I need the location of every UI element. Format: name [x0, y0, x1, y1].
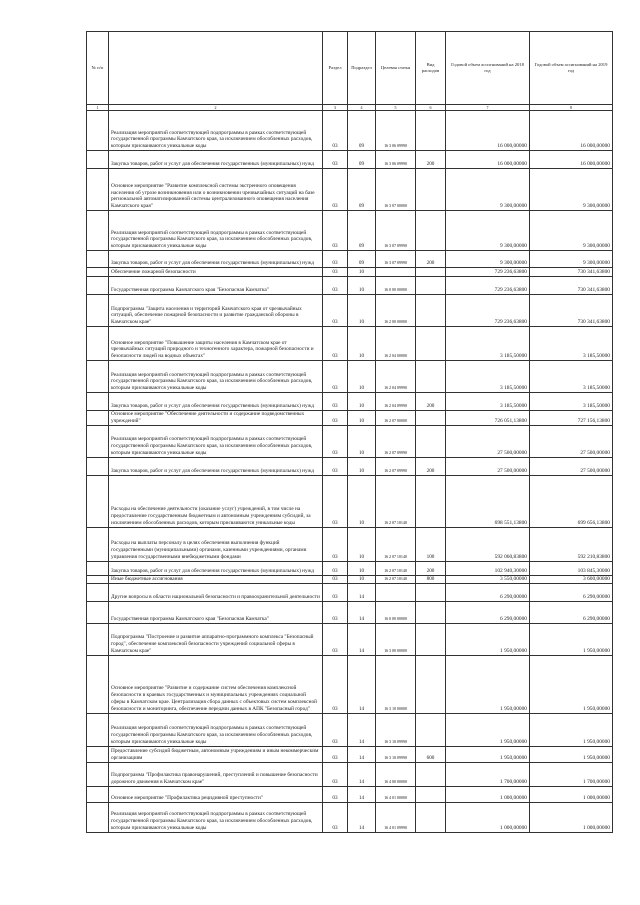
- row-number-cell: [87, 111, 109, 151]
- expense-type-cell: [416, 802, 446, 832]
- table-row: [87, 713, 613, 746]
- amount-2018-cell: 729 236,63800: [446, 268, 530, 277]
- table-row: [87, 746, 613, 762]
- podrazdel-cell: 10: [348, 268, 376, 277]
- table-row: [87, 786, 613, 802]
- row-number-cell: [87, 393, 109, 411]
- expense-name-cell: Реализация мероприятий соответствующей подпрограммы в рамках соответствующей государственной программы Камчатского края, за исключением обособленных расходов, которым присваиваются уникальные коды: [109, 713, 323, 746]
- row-number-cell: [87, 527, 109, 561]
- table-row: [87, 601, 613, 623]
- amount-2019-cell: 16 000,00000: [530, 111, 613, 151]
- column-index: 1: [87, 105, 109, 111]
- col-header-razdel: Раздел: [323, 32, 348, 105]
- amount-2019-cell: 1 700,00000: [530, 762, 613, 786]
- expense-type-cell: [416, 601, 446, 623]
- expense-name-cell: Основное мероприятие "Обеспечение деятельности и содержание подведомственных учреждений": [109, 411, 323, 426]
- row-number-cell: [87, 327, 109, 361]
- amount-2019-cell: 9 300,00000: [530, 251, 613, 268]
- table-row: [87, 111, 613, 151]
- column-index: 6: [416, 105, 446, 111]
- target-article-cell: 16 2 07 10140: [376, 575, 416, 583]
- expense-type-cell: [416, 211, 446, 251]
- amount-2019-cell: 3 600,00000: [530, 575, 613, 583]
- amount-2018-cell: 27 500,00000: [446, 425, 530, 457]
- table-row: [87, 411, 613, 426]
- target-article-cell: 16 3 00 00000: [376, 623, 416, 655]
- table-row: [87, 425, 613, 457]
- expense-type-cell: [416, 411, 446, 426]
- target-article-cell: 16 4 00 00000: [376, 762, 416, 786]
- podrazdel-cell: 10: [348, 327, 376, 361]
- podrazdel-cell: 09: [348, 151, 376, 169]
- col-header-num: № п/п: [87, 32, 109, 105]
- podrazdel-cell: 14: [348, 713, 376, 746]
- target-article-cell: 16 2 07 10140: [376, 475, 416, 527]
- target-article-cell: 16 3 07 09990: [376, 211, 416, 251]
- amount-2019-cell: 9 300,00000: [530, 211, 613, 251]
- expense-name-cell: Подпрограмма "Защита населения и территорий Камчатского края от чрезвычайных ситуаций, обеспечение пожарной безопасности и развитие гражданской обороны в Камчатском крае": [109, 295, 323, 327]
- expense-type-cell: [416, 583, 446, 601]
- budget-table: [86, 31, 613, 833]
- column-index: 5: [376, 105, 416, 111]
- razdel-cell: 03: [323, 575, 348, 583]
- razdel-cell: 03: [323, 111, 348, 151]
- target-article-cell: 16 3 06 09990: [376, 151, 416, 169]
- expense-name-cell: Подпрограмма "Построение и развитие аппаратно-программного комплекса "Безопасный город", обеспечение комплексной безопасности учреждений социальной сферы в Камчатском крае": [109, 623, 323, 655]
- row-number-cell: [87, 151, 109, 169]
- amount-2019-cell: 730 341,63800: [530, 277, 613, 295]
- amount-2018-cell: 3 550,00000: [446, 575, 530, 583]
- expense-name-cell: Реализация мероприятий соответствующей подпрограммы в рамках соответствующей государственной программы Камчатского края, за исключением обособленных расходов, которым присваиваются уникальные коды: [109, 111, 323, 151]
- razdel-cell: 03: [323, 457, 348, 475]
- column-index: 3: [323, 105, 348, 111]
- amount-2018-cell: 6 290,00000: [446, 583, 530, 601]
- podrazdel-cell: 14: [348, 762, 376, 786]
- amount-2019-cell: 1 950,00000: [530, 713, 613, 746]
- razdel-cell: 03: [323, 746, 348, 762]
- razdel-cell: 03: [323, 713, 348, 746]
- table-row: [87, 527, 613, 561]
- row-number-cell: [87, 457, 109, 475]
- expense-name-cell: Расходы на выплаты персоналу в целях обеспечения выполнения функций государственными (муниципальными) органами, казенными учреждениями, органами управления государственными внебюджетными фондами: [109, 527, 323, 561]
- expense-name-cell: Иные бюджетные ассигнования: [109, 575, 323, 583]
- razdel-cell: 03: [323, 786, 348, 802]
- expense-name-cell: Основное мероприятие "Развитие и содержание систем обеспечения комплексной безопасности в краевых государственных и муниципальных учреждениях социальной сферы в Камчатском крае. Централизация сбора данных с объектовых систем комплексной безопасности и мониторинга, обеспечение передачи данных в АПК "Безопасный город": [109, 655, 323, 713]
- razdel-cell: 03: [323, 655, 348, 713]
- expense-name-cell: Основное мероприятие "Повышение защиты населения в Камчатском крае от чрезвычайных ситуаций природного и техногенного характера, пожарной безопасности и безопасности людей на водных объектах": [109, 327, 323, 361]
- table-row: [87, 327, 613, 361]
- amount-2019-cell: 592 210,83800: [530, 527, 613, 561]
- podrazdel-cell: 14: [348, 786, 376, 802]
- table-body: [87, 111, 613, 833]
- amount-2019-cell: 1 950,00000: [530, 623, 613, 655]
- amount-2018-cell: 27 500,00000: [446, 457, 530, 475]
- target-article-cell: 16 0 00 00000: [376, 601, 416, 623]
- row-number-cell: [87, 268, 109, 277]
- target-article-cell: 16 2 07 00000: [376, 411, 416, 426]
- amount-2019-cell: 103 845,30000: [530, 561, 613, 575]
- amount-2018-cell: 3 185,50000: [446, 361, 530, 393]
- header-row: [87, 32, 613, 105]
- table-row: [87, 361, 613, 393]
- amount-2018-cell: 6 290,00000: [446, 601, 530, 623]
- podrazdel-cell: 10: [348, 425, 376, 457]
- razdel-cell: 03: [323, 277, 348, 295]
- razdel-cell: 03: [323, 361, 348, 393]
- table-row: [87, 393, 613, 411]
- col-header-podrazdel: Подраздел: [348, 32, 376, 105]
- expense-type-cell: [416, 169, 446, 211]
- col-header-name: [109, 32, 323, 105]
- amount-2019-cell: 1 000,00000: [530, 786, 613, 802]
- expense-type-cell: [416, 762, 446, 786]
- razdel-cell: 03: [323, 425, 348, 457]
- row-number-cell: [87, 561, 109, 575]
- podrazdel-cell: 10: [348, 527, 376, 561]
- amount-2019-cell: 699 656,13800: [530, 475, 613, 527]
- podrazdel-cell: 10: [348, 457, 376, 475]
- razdel-cell: 03: [323, 527, 348, 561]
- expense-name-cell: Обеспечение пожарной безопасности: [109, 268, 323, 277]
- razdel-cell: 03: [323, 169, 348, 211]
- col-header-vr: Вид расходов: [416, 32, 446, 105]
- razdel-cell: 03: [323, 475, 348, 527]
- expense-name-cell: Подпрограмма "Профилактика правонарушений, преступлений и повышение безопасности дорожного движения в Камчатском крае": [109, 762, 323, 786]
- amount-2018-cell: 16 000,00000: [446, 111, 530, 151]
- amount-2019-cell: 3 185,50000: [530, 393, 613, 411]
- table-row: [87, 151, 613, 169]
- expense-type-cell: [416, 623, 446, 655]
- podrazdel-cell: 10: [348, 361, 376, 393]
- amount-2018-cell: 1 950,00000: [446, 713, 530, 746]
- expense-name-cell: Реализация мероприятий соответствующей подпрограммы в рамках соответствующей государственной программы Камчатского края, за исключением обособленных расходов, которым присваиваются уникальные коды: [109, 361, 323, 393]
- amount-2019-cell: 1 950,00000: [530, 746, 613, 762]
- amount-2019-cell: 730 341,63800: [530, 268, 613, 277]
- row-number-cell: [87, 361, 109, 393]
- podrazdel-cell: 14: [348, 655, 376, 713]
- expense-type-cell: [416, 327, 446, 361]
- target-article-cell: 16 3 10 00000: [376, 655, 416, 713]
- expense-type-cell: [416, 713, 446, 746]
- expense-name-cell: Закупка товаров, работ и услуг для обеспечения государственных (муниципальных) нужд: [109, 251, 323, 268]
- row-number-cell: [87, 655, 109, 713]
- row-number-cell: [87, 425, 109, 457]
- podrazdel-cell: 09: [348, 211, 376, 251]
- target-article-cell: 16 2 07 09990: [376, 425, 416, 457]
- expense-name-cell: Закупка товаров, работ и услуг для обеспечения государственных (муниципальных) нужд: [109, 561, 323, 575]
- expense-type-cell: 200: [416, 393, 446, 411]
- podrazdel-cell: 10: [348, 561, 376, 575]
- amount-2018-cell: 726 051,13800: [446, 411, 530, 426]
- target-article-cell: 16 4 01 00000: [376, 786, 416, 802]
- table-row: [87, 583, 613, 601]
- amount-2018-cell: 1 950,00000: [446, 746, 530, 762]
- expense-name-cell: Реализация мероприятий соответствующей подпрограммы в рамках соответствующей государственной программы Камчатского края, за исключением обособленных расходов, которым присваиваются уникальные коды: [109, 211, 323, 251]
- row-number-cell: [87, 211, 109, 251]
- podrazdel-cell: 10: [348, 295, 376, 327]
- expense-type-cell: 200: [416, 561, 446, 575]
- column-index: 2: [109, 105, 323, 111]
- expense-type-cell: [416, 111, 446, 151]
- row-number-cell: [87, 786, 109, 802]
- razdel-cell: 03: [323, 762, 348, 786]
- expense-name-cell: Предоставление субсидий бюджетным, автономным учреждениям и иным некоммерческим организациям: [109, 746, 323, 762]
- expense-type-cell: 200: [416, 151, 446, 169]
- target-article-cell: 16 2 07 09990: [376, 457, 416, 475]
- row-number-cell: [87, 295, 109, 327]
- table-row: [87, 623, 613, 655]
- amount-2018-cell: 9 300,00000: [446, 211, 530, 251]
- row-number-cell: [87, 277, 109, 295]
- amount-2018-cell: 1 700,00000: [446, 762, 530, 786]
- table-row: [87, 457, 613, 475]
- amount-2018-cell: 1 000,00000: [446, 802, 530, 832]
- amount-2018-cell: 3 185,50000: [446, 327, 530, 361]
- podrazdel-cell: 09: [348, 251, 376, 268]
- amount-2019-cell: 9 300,00000: [530, 169, 613, 211]
- expense-name-cell: Государственная программа Камчатского края "Безопасная Камчатка": [109, 277, 323, 295]
- target-article-cell: 16 4 01 09990: [376, 802, 416, 832]
- table-row: [87, 475, 613, 527]
- razdel-cell: 03: [323, 268, 348, 277]
- razdel-cell: 03: [323, 623, 348, 655]
- podrazdel-cell: 10: [348, 277, 376, 295]
- amount-2019-cell: 730 341,63800: [530, 295, 613, 327]
- row-number-cell: [87, 802, 109, 832]
- podrazdel-cell: 10: [348, 411, 376, 426]
- expense-type-cell: 800: [416, 575, 446, 583]
- amount-2018-cell: 9 300,00000: [446, 251, 530, 268]
- row-number-cell: [87, 411, 109, 426]
- row-number-cell: [87, 169, 109, 211]
- row-number-cell: [87, 575, 109, 583]
- row-number-cell: [87, 583, 109, 601]
- podrazdel-cell: 14: [348, 802, 376, 832]
- amount-2019-cell: 6 290,00000: [530, 601, 613, 623]
- amount-2019-cell: 3 185,50000: [530, 361, 613, 393]
- target-article-cell: 16 2 07 10140: [376, 527, 416, 561]
- expense-type-cell: [416, 361, 446, 393]
- podrazdel-cell: 09: [348, 111, 376, 151]
- table-row: [87, 169, 613, 211]
- table-row: [87, 802, 613, 832]
- razdel-cell: 03: [323, 561, 348, 575]
- amount-2019-cell: 6 290,00000: [530, 583, 613, 601]
- amount-2018-cell: 16 000,00000: [446, 151, 530, 169]
- podrazdel-cell: 10: [348, 475, 376, 527]
- target-article-cell: 16 2 00 00000: [376, 295, 416, 327]
- amount-2019-cell: 27 500,00000: [530, 425, 613, 457]
- razdel-cell: 03: [323, 583, 348, 601]
- expense-name-cell: Государственная программа Камчатского края "Безопасная Камчатка": [109, 601, 323, 623]
- budget-sheet: [86, 31, 612, 833]
- amount-2018-cell: 1 950,00000: [446, 623, 530, 655]
- target-article-cell: 16 3 07 00000: [376, 169, 416, 211]
- amount-2018-cell: 729 236,63800: [446, 295, 530, 327]
- target-article-cell: 16 2 04 00000: [376, 327, 416, 361]
- podrazdel-cell: 14: [348, 583, 376, 601]
- expense-type-cell: 100: [416, 527, 446, 561]
- expense-type-cell: [416, 475, 446, 527]
- amount-2019-cell: 16 000,00000: [530, 151, 613, 169]
- target-article-cell: 16 3 07 09990: [376, 251, 416, 268]
- table-row: [87, 762, 613, 786]
- col-header-2019: Годовой объем ассигнований на 2019 год: [530, 32, 613, 105]
- row-number-cell: [87, 623, 109, 655]
- amount-2018-cell: 3 185,50000: [446, 393, 530, 411]
- expense-type-cell: 200: [416, 251, 446, 268]
- podrazdel-cell: 14: [348, 623, 376, 655]
- target-article-cell: 16 2 04 09990: [376, 393, 416, 411]
- table-row: [87, 575, 613, 583]
- razdel-cell: 03: [323, 327, 348, 361]
- expense-name-cell: Закупка товаров, работ и услуг для обеспечения государственных (муниципальных) нужд: [109, 393, 323, 411]
- amount-2018-cell: 102 940,30000: [446, 561, 530, 575]
- expense-name-cell: Закупка товаров, работ и услуг для обеспечения государственных (муниципальных) нужд: [109, 457, 323, 475]
- row-number-cell: [87, 251, 109, 268]
- podrazdel-cell: 10: [348, 575, 376, 583]
- target-article-cell: [376, 583, 416, 601]
- amount-2019-cell: 1 950,00000: [530, 655, 613, 713]
- expense-type-cell: 200: [416, 457, 446, 475]
- expense-type-cell: [416, 295, 446, 327]
- podrazdel-cell: 09: [348, 169, 376, 211]
- razdel-cell: 03: [323, 802, 348, 832]
- amount-2018-cell: 698 551,13800: [446, 475, 530, 527]
- razdel-cell: 03: [323, 411, 348, 426]
- table-row: [87, 277, 613, 295]
- razdel-cell: 03: [323, 393, 348, 411]
- target-article-cell: [376, 268, 416, 277]
- amount-2018-cell: 1 950,00000: [446, 655, 530, 713]
- target-article-cell: 16 0 00 00000: [376, 277, 416, 295]
- expense-type-cell: [416, 786, 446, 802]
- row-number-cell: [87, 762, 109, 786]
- table-row: [87, 295, 613, 327]
- amount-2018-cell: 9 300,00000: [446, 169, 530, 211]
- amount-2018-cell: 729 236,63800: [446, 277, 530, 295]
- target-article-cell: 16 2 04 09990: [376, 361, 416, 393]
- amount-2019-cell: 727 156,13800: [530, 411, 613, 426]
- target-article-cell: 16 3 10 09990: [376, 713, 416, 746]
- expense-name-cell: Основное мероприятие "Развитие комплексной системы экстренного оповещения населения об угрозе возникновения или о возникновении чрезвычайных ситуаций на базе региональной автоматизированной системы централизованного оповещения населения Камчатского края": [109, 169, 323, 211]
- podrazdel-cell: 14: [348, 746, 376, 762]
- expense-name-cell: Основное мероприятие "Профилактика рецидивной преступности": [109, 786, 323, 802]
- column-index: 4: [348, 105, 376, 111]
- row-number-cell: [87, 601, 109, 623]
- razdel-cell: 03: [323, 151, 348, 169]
- razdel-cell: 03: [323, 251, 348, 268]
- expense-name-cell: Расходы на обеспечение деятельности (оказание услуг) учреждений, в том числе на предоставление государственным бюджетным и автономным учреждениям субсидий, за исключением обособленных расходов, которым присваиваются уникальные коды: [109, 475, 323, 527]
- podrazdel-cell: 14: [348, 601, 376, 623]
- amount-2018-cell: 1 000,00000: [446, 786, 530, 802]
- expense-name-cell: Реализация мероприятий соответствующей подпрограммы в рамках соответствующей государственной программы Камчатского края, за исключением обособленных расходов, которым присваиваются уникальные коды: [109, 425, 323, 457]
- podrazdel-cell: 10: [348, 393, 376, 411]
- col-header-csr: Целевая статья: [376, 32, 416, 105]
- amount-2019-cell: 27 500,00000: [530, 457, 613, 475]
- expense-name-cell: Закупка товаров, работ и услуг для обеспечения государственных (муниципальных) нужд: [109, 151, 323, 169]
- expense-type-cell: [416, 425, 446, 457]
- razdel-cell: 03: [323, 211, 348, 251]
- target-article-cell: 16 2 07 10140: [376, 561, 416, 575]
- amount-2019-cell: 1 000,00000: [530, 802, 613, 832]
- expense-type-cell: [416, 655, 446, 713]
- amount-2019-cell: 3 185,50000: [530, 327, 613, 361]
- target-article-cell: 16 3 06 09990: [376, 111, 416, 151]
- expense-type-cell: [416, 268, 446, 277]
- table-row: [87, 561, 613, 575]
- razdel-cell: 03: [323, 601, 348, 623]
- row-number-cell: [87, 475, 109, 527]
- table-row: [87, 655, 613, 713]
- amount-2018-cell: 592 060,83800: [446, 527, 530, 561]
- target-article-cell: 16 3 10 09990: [376, 746, 416, 762]
- col-header-2018: Годовой объем ассигнований на 2018 год: [446, 32, 530, 105]
- row-number-cell: [87, 746, 109, 762]
- row-number-cell: [87, 713, 109, 746]
- column-index: 7: [446, 105, 530, 111]
- table-row: [87, 251, 613, 268]
- expense-name-cell: Реализация мероприятий соответствующей подпрограммы в рамках соответствующей государственной программы Камчатского края, за исключением обособленных расходов, которым присваиваются уникальные коды: [109, 802, 323, 832]
- table-row: [87, 268, 613, 277]
- expense-type-cell: 600: [416, 746, 446, 762]
- column-index: 8: [530, 105, 613, 111]
- expense-name-cell: Другие вопросы в области национальной безопасности и правоохранительной деятельности: [109, 583, 323, 601]
- expense-type-cell: [416, 277, 446, 295]
- razdel-cell: 03: [323, 295, 348, 327]
- table-row: [87, 211, 613, 251]
